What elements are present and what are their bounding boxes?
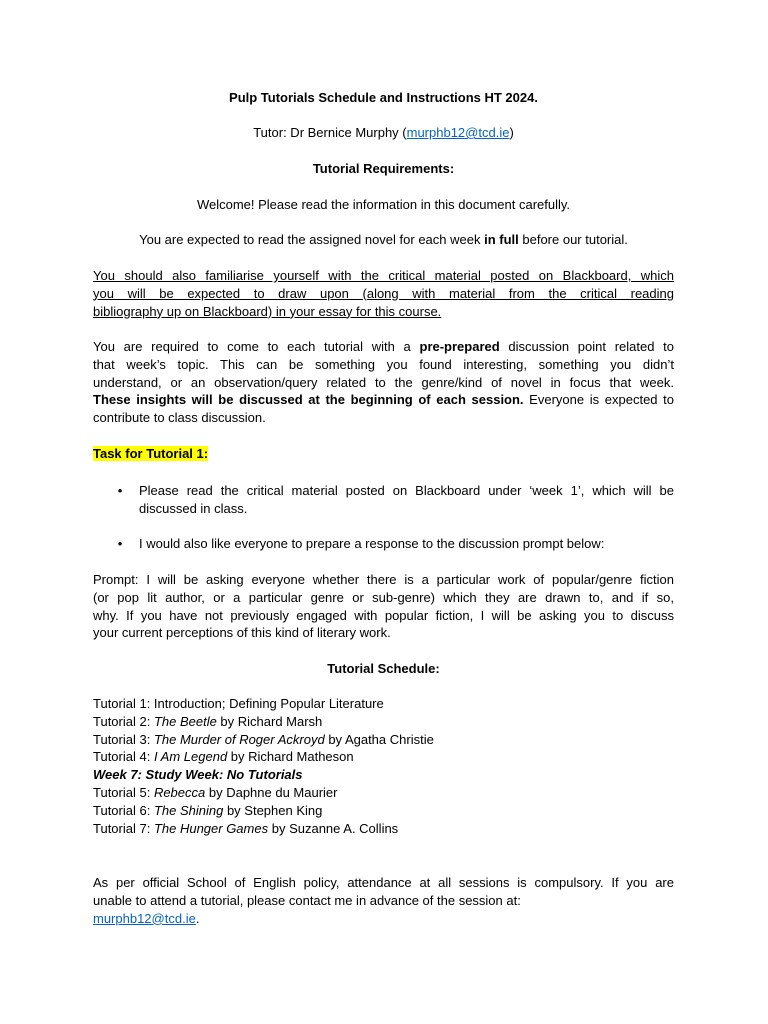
schedule-item: Tutorial 7: The Hunger Games by Suzanne A. Collins [93,820,399,836]
schedule-item-study-week: Week 7: Study Week: No Tutorials [93,767,303,783]
bullet-item: • Please read the critical material posted on Blackboard under ‘week 1’, which will be discussed in class. [93,482,674,518]
attendance-paragraph: As per official School of English policy, attendance at all sessions is compulsory. If you are unable to attend a tutorial, please contact me in advance of the session at: murphb12@tcd.ie. [93,875,674,926]
contact-email-link[interactable]: murphb12@tcd.ie [93,910,196,926]
bullet-glyph: • [117,483,123,498]
requirements-heading: Tutorial Requirements: [312,161,455,176]
schedule-item: Tutorial 6: The Shining by Stephen King [93,802,323,818]
critical-material-paragraph: You should also familiarise yourself with the critical material posted on Blackboard, which you will be expected to draw upon (along with material from the critical reading bibliography up on Blackboard) in your essay for this course. [93,268,674,319]
document-page [93,0,674,1024]
discussion-paragraph: You are required to come to each tutorial with a pre-prepared discussion point related to that week’s topic. This can be something you found interesting, something you didn’t understand, or an observation/query related to the genre/kind of novel in focus that week. These insights will be discussed at the beginning of each session. Everyone is expected to contribute to class discussion. [93,339,674,426]
schedule-item: Tutorial 2: The Beetle by Richard Marsh [93,713,323,729]
task-heading: Task for Tutorial 1: [93,446,209,461]
document-title: Pulp Tutorials Schedule and Instructions HT 2024. [229,90,538,105]
bullet-item: • I would also like everyone to prepare a response to the discussion prompt below: [93,535,674,553]
schedule-item: Tutorial 5: Rebecca by Daphne du Maurier [93,784,338,800]
tutor-email-link[interactable]: murphb12@tcd.ie [406,125,510,140]
bullet-glyph: • [117,536,123,551]
welcome-text: Welcome! Please read the information in this document carefully. [196,197,571,212]
schedule-item: Tutorial 4: I Am Legend by Richard Matheson [93,749,354,765]
schedule-item: Tutorial 3: The Murder of Roger Ackroyd by Agatha Christie [93,731,434,747]
schedule-heading: Tutorial Schedule: [327,661,440,676]
prompt-paragraph: Prompt: I will be asking everyone whether there is a particular work of popular/genre fiction (or pop lit author, or a particular genre or sub-genre) which they are drawn to, and if so, why. If you have not previously engaged with popular fiction, I will be asking you to discuss your current perceptions of this kind of literary work. [93,572,674,641]
schedule-list [93,695,674,837]
schedule-item: Tutorial 1: Introduction; Defining Popular Literature [93,696,384,711]
tutor-line: Tutor: Dr Bernice Murphy (murphb12@tcd.ie) [253,125,514,140]
read-novel-text: You are expected to read the assigned novel for each week in full before our tutorial. [139,232,628,247]
